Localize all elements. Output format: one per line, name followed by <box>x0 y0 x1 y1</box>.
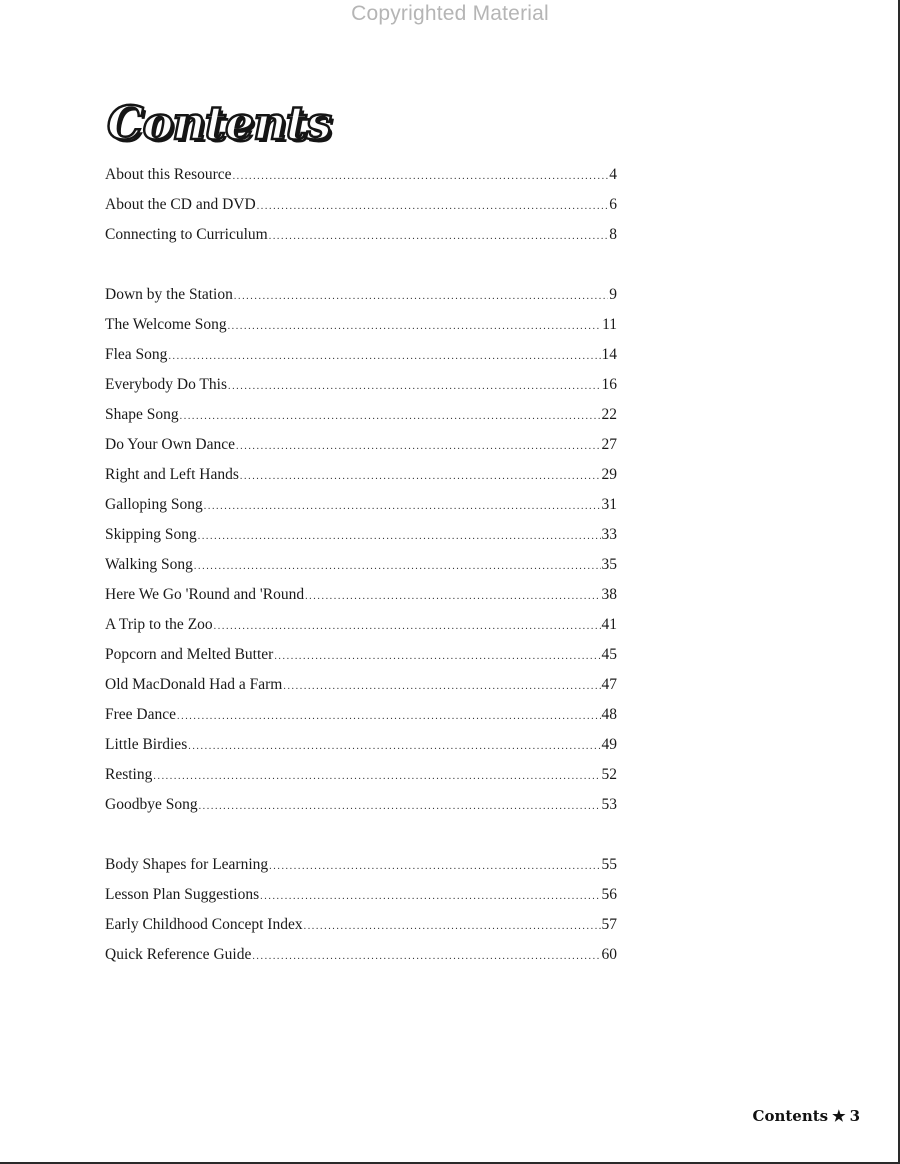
toc-entry <box>105 670 617 700</box>
toc-entry-page-number: 16 <box>601 376 617 393</box>
toc-entry <box>105 880 617 910</box>
toc-entry <box>105 220 617 250</box>
dot-leader <box>269 852 600 882</box>
copyright-watermark: Copyrighted Material <box>351 2 549 25</box>
toc-entry <box>105 280 617 310</box>
toc-entry <box>105 910 617 940</box>
dot-leader <box>188 732 600 762</box>
toc-entry-page-number: 53 <box>601 796 617 813</box>
toc-entry-page-number: 14 <box>601 346 617 363</box>
toc-entry-title: Do Your Own Dance <box>105 436 236 453</box>
toc-entry-title: Walking Song <box>105 556 193 573</box>
toc-entry <box>105 400 617 430</box>
toc-entry-title: Old MacDonald Had a Farm <box>105 676 283 693</box>
page-title: Contents <box>107 96 331 150</box>
dot-leader <box>168 342 600 372</box>
toc-entry <box>105 850 617 880</box>
toc-entry-title: Skipping Song <box>105 526 197 543</box>
toc-entry <box>105 340 617 370</box>
toc-entry-page-number: 22 <box>601 406 617 423</box>
footer-label: Contents <box>752 1107 829 1125</box>
toc-entry-title: Goodbye Song <box>105 796 198 813</box>
dot-leader <box>198 522 601 552</box>
toc-section-front-matter <box>105 160 617 250</box>
toc-entry <box>105 760 617 790</box>
toc-entry-page-number: 9 <box>609 286 617 303</box>
toc-entry <box>105 370 617 400</box>
toc-entry-page-number: 48 <box>601 706 617 723</box>
dot-leader <box>194 552 601 582</box>
toc-entry <box>105 460 617 490</box>
toc-entry <box>105 610 617 640</box>
dot-leader <box>214 612 601 642</box>
toc-section-back-matter <box>105 850 617 970</box>
dot-leader <box>204 492 601 522</box>
toc-entry-page-number: 41 <box>601 616 617 633</box>
toc-entry <box>105 790 617 820</box>
toc-entry-page-number: 6 <box>609 196 617 213</box>
toc-entry-title: Connecting to Curriculum <box>105 226 268 243</box>
dot-leader <box>252 942 600 972</box>
toc-entry-page-number: 33 <box>601 526 617 543</box>
toc-entry-page-number: 55 <box>601 856 617 873</box>
toc-entry-title: Flea Song <box>105 346 168 363</box>
dot-leader <box>274 642 600 672</box>
toc-entry-title: Quick Reference Guide <box>105 946 252 963</box>
star-icon: ★ <box>832 1107 846 1125</box>
toc-entry <box>105 160 617 190</box>
toc-entry-title: Everybody Do This <box>105 376 227 393</box>
toc-entry-page-number: 49 <box>601 736 617 753</box>
toc-entry-title: Popcorn and Melted Butter <box>105 646 274 663</box>
dot-leader <box>199 792 601 822</box>
dot-leader <box>283 672 600 702</box>
toc-entry <box>105 730 617 760</box>
toc-entry-page-number: 35 <box>601 556 617 573</box>
page-number: 3 <box>849 1107 860 1125</box>
dot-leader <box>177 702 601 732</box>
dot-leader <box>305 582 600 612</box>
toc-entry-page-number: 31 <box>601 496 617 513</box>
toc-entry-page-number: 60 <box>601 946 617 963</box>
toc-entry-title: About this Resource <box>105 166 232 183</box>
toc-entry-page-number: 45 <box>601 646 617 663</box>
toc-entry <box>105 640 617 670</box>
dot-leader <box>228 312 601 342</box>
dot-leader <box>153 762 600 792</box>
dot-leader <box>304 912 601 942</box>
dot-leader <box>257 192 609 222</box>
page-footer <box>753 1107 861 1125</box>
toc-entry-page-number: 27 <box>601 436 617 453</box>
toc-section-songs <box>105 280 617 820</box>
toc-entry <box>105 520 617 550</box>
toc-entry-page-number: 56 <box>601 886 617 903</box>
dot-leader <box>260 882 600 912</box>
toc-entry <box>105 310 617 340</box>
toc-entry <box>105 580 617 610</box>
toc-entry-page-number: 57 <box>601 916 617 933</box>
toc-entry-title: Here We Go 'Round and 'Round <box>105 586 305 603</box>
toc-entry-title: Shape Song <box>105 406 179 423</box>
toc-entry-title: Free Dance <box>105 706 176 723</box>
toc-entry-title: The Welcome Song <box>105 316 227 333</box>
toc-entry-title: Down by the Station <box>105 286 233 303</box>
dot-leader <box>240 462 601 492</box>
toc-entry-title: A Trip to the Zoo <box>105 616 213 633</box>
toc-entry-page-number: 47 <box>601 676 617 693</box>
toc-entry-page-number: 11 <box>602 316 617 333</box>
toc-entry-title: About the CD and DVD <box>105 196 256 213</box>
dot-leader <box>180 402 601 432</box>
dot-leader <box>269 222 609 252</box>
dot-leader <box>234 282 608 312</box>
toc-entry-title: Little Birdies <box>105 736 188 753</box>
toc-entry-page-number: 52 <box>601 766 617 783</box>
toc-entry <box>105 190 617 220</box>
toc-entry <box>105 700 617 730</box>
toc-entry-title: Resting <box>105 766 153 783</box>
toc-entry <box>105 430 617 460</box>
dot-leader <box>236 432 600 462</box>
toc-entry-page-number: 38 <box>601 586 617 603</box>
toc-entry <box>105 550 617 580</box>
toc-entry <box>105 490 617 520</box>
toc-entry-title: Body Shapes for Learning <box>105 856 269 873</box>
toc-entry-page-number: 8 <box>609 226 617 243</box>
toc-entry-page-number: 29 <box>601 466 617 483</box>
toc-entry-title: Right and Left Hands <box>105 466 239 483</box>
toc-entry-title: Early Childhood Concept Index <box>105 916 303 933</box>
dot-leader <box>228 372 601 402</box>
toc-entry-page-number: 4 <box>609 166 617 183</box>
toc-entry-title: Lesson Plan Suggestions <box>105 886 260 903</box>
toc-entry <box>105 940 617 970</box>
toc-entry-title: Galloping Song <box>105 496 203 513</box>
dot-leader <box>233 162 609 192</box>
